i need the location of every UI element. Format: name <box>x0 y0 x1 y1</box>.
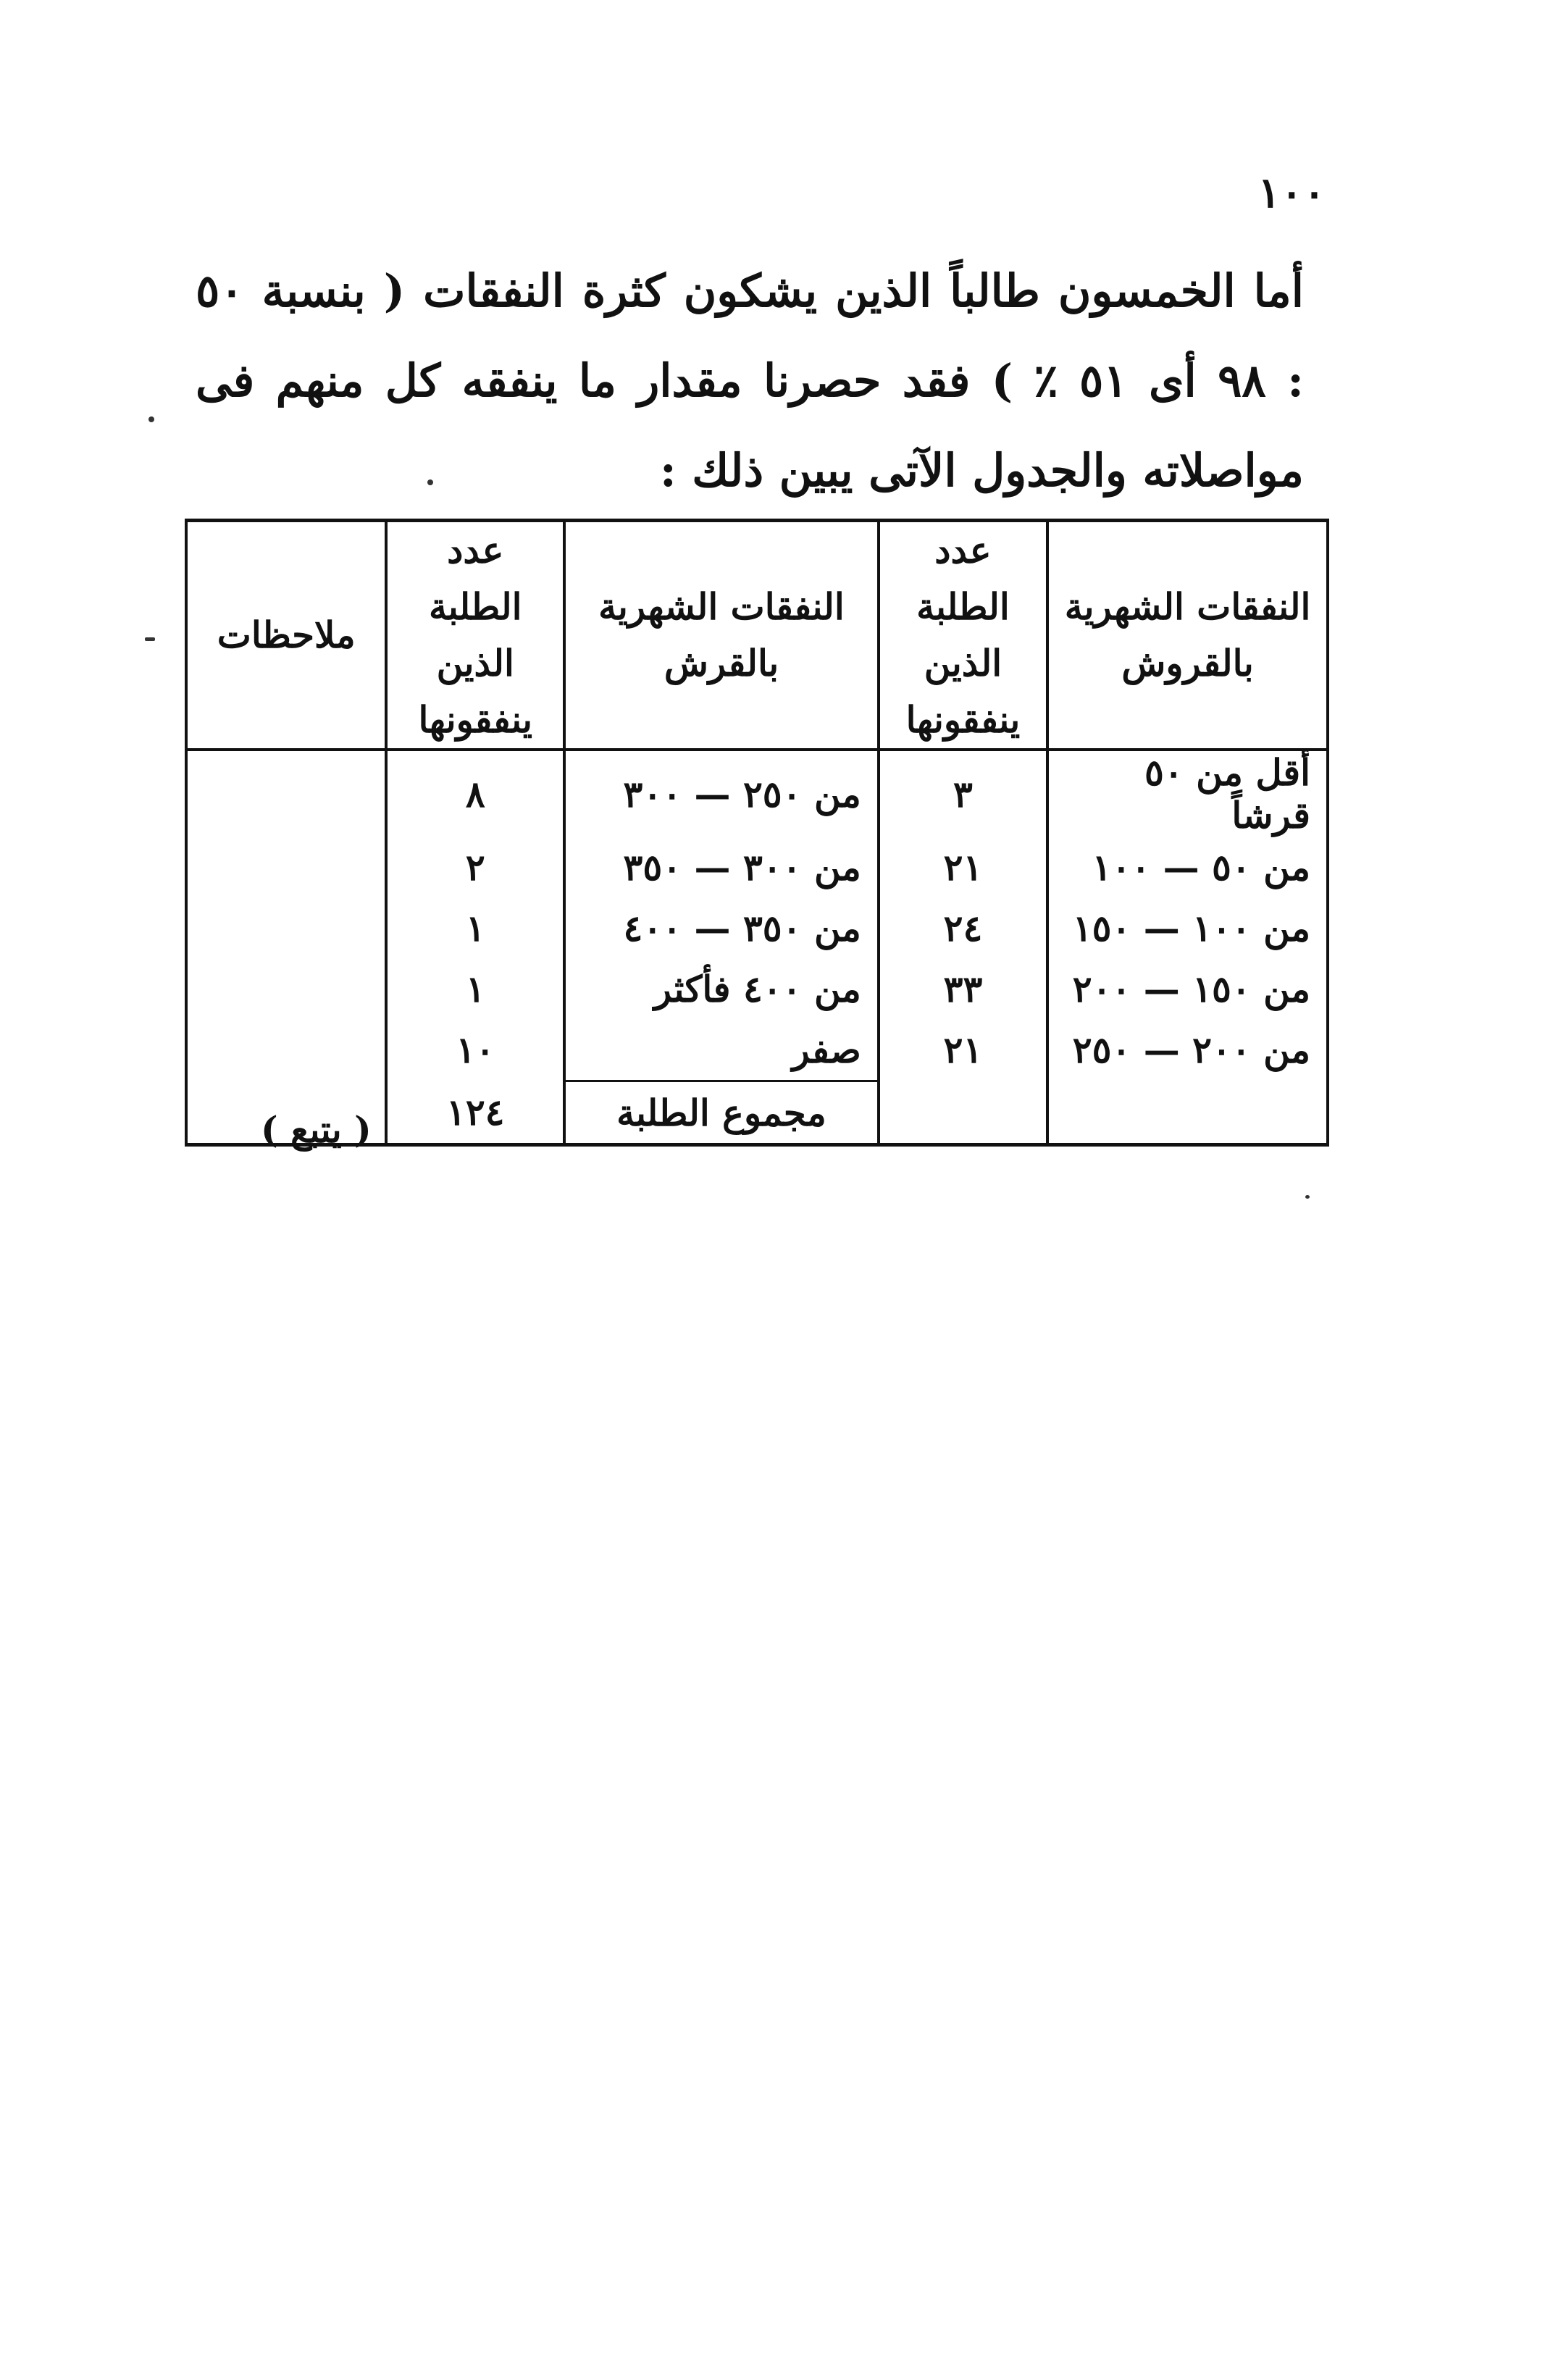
expenses-table <box>185 519 1329 1147</box>
header-count-2: عدد الطلبة الذين ينفقونها <box>386 521 564 750</box>
body-paragraph: أما الخمسون طالباً الذين يشكون كثرة النفقات ( بنسبة ٥٠ : ٩٨ أى ٥١ ٪ ) فقد حصرنا مقدار ما ينفقه كل منهم فى مواصلاته والجدول الآتى يبين ذلك : <box>196 264 1304 497</box>
table-row <box>186 1019 1328 1081</box>
notes-cell <box>186 750 386 837</box>
total-label: مجموع الطلبة <box>564 1081 879 1145</box>
header-count-1: عدد الطلبة الذين ينفقونها <box>879 521 1047 750</box>
notes-cell <box>186 1019 386 1081</box>
count-1-cell: ٢٤ <box>879 897 1047 958</box>
count-1-cell: ٣ <box>879 750 1047 837</box>
table-row <box>186 750 1328 837</box>
table-header <box>186 521 1328 750</box>
count-1-cell: ٢١ <box>879 1019 1047 1081</box>
table-row <box>186 958 1328 1019</box>
count-2-cell: ١٠ <box>386 1019 564 1081</box>
header-notes: ملاحظات <box>186 521 386 750</box>
expense-2-cell: صفر <box>564 1019 879 1081</box>
expense-1-cell: من ٥٠ — ١٠٠ <box>1047 837 1328 897</box>
table-body <box>186 750 1328 1145</box>
header-expense-1: النفقات الشهرية بالقروش <box>1047 521 1328 750</box>
empty-cell <box>879 1081 1047 1145</box>
expense-1-cell: أقل من ٥٠ قرشاً <box>1047 750 1328 837</box>
count-2-cell: ١ <box>386 897 564 958</box>
notes-cell <box>186 897 386 958</box>
header-expense-2: النفقات الشهرية بالقرش <box>564 521 879 750</box>
empty-cell <box>1047 1081 1328 1145</box>
expense-1-cell: من ٢٠٠ — ٢٥٠ <box>1047 1019 1328 1081</box>
continues-note: ( يتبع ) <box>261 1108 372 1151</box>
table-row <box>186 897 1328 958</box>
scan-speck <box>427 479 433 485</box>
notes-cell <box>186 837 386 897</box>
scan-speck <box>145 637 155 641</box>
expense-1-cell: من ١٠٠ — ١٥٠ <box>1047 897 1328 958</box>
expense-2-cell: من ٣٠٠ — ٣٥٠ <box>564 837 879 897</box>
scan-speck <box>1305 1195 1310 1199</box>
scan-speck <box>148 416 154 422</box>
count-2-cell: ١ <box>386 958 564 1019</box>
total-value: ١٢٤ <box>386 1081 564 1145</box>
expense-2-cell: من ٣٥٠ — ٤٠٠ <box>564 897 879 958</box>
page-number: ١٠٠ <box>1257 168 1326 217</box>
header-row <box>186 521 1328 750</box>
expense-2-cell: من ٤٠٠ فأكثر <box>564 958 879 1019</box>
count-2-cell: ٢ <box>386 837 564 897</box>
expense-2-cell: من ٢٥٠ — ٣٠٠ <box>564 750 879 837</box>
count-2-cell: ٨ <box>386 750 564 837</box>
expense-1-cell: من ١٥٠ — ٢٠٠ <box>1047 958 1328 1019</box>
count-1-cell: ٣٣ <box>879 958 1047 1019</box>
table-row <box>186 837 1328 897</box>
count-1-cell: ٢١ <box>879 837 1047 897</box>
notes-cell <box>186 958 386 1019</box>
